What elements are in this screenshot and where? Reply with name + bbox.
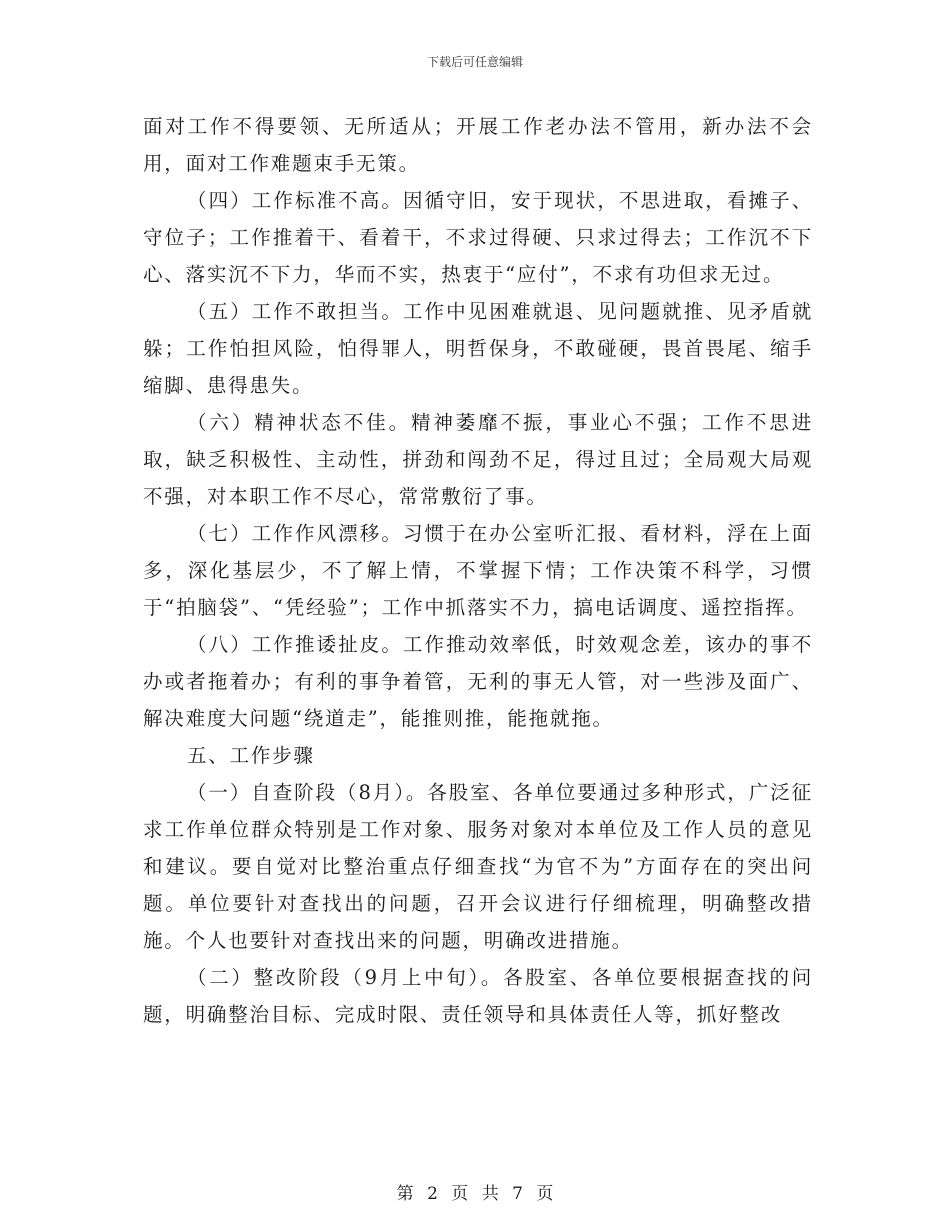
- paragraph-item-7: （七）工作作风漂移。习惯于在办公室听汇报、看材料，浮在上面多，深化基层少，不了解上情，不掌握下情；工作决策不科学，习惯于“拍脑袋”、“凭经验”；工作中抓落实不力，搞电话调度、遥控指挥。: [143, 522, 813, 619]
- paragraph-step-1: （一）自查阶段（8月）。各股室、各单位要通过多种形式，广泛征求工作单位群众特别是工作对象、服务对象对本单位及工作人员的意见和建议。要自觉对比整治重点仔细查找“为官不为”方面存在的突出问题。单位要针对查找出的问题，召开会议进行仔细梳理，明确整改措施。个人也要针对查找出来的问题，明确改进措施。: [143, 781, 813, 952]
- paragraph-item-8: （八）工作推诿扯皮。工作推动效率低，时效观念差，该办的事不办或者拖着办；有利的事争着管，无利的事无人管，对一些涉及面广、解决难度大问题“绕道走”，能推则推，能拖就拖。: [143, 633, 813, 730]
- page-footer: [0, 1183, 950, 1205]
- page-number-suffix: 页: [536, 1184, 554, 1204]
- paragraph-item-6: （六）精神状态不佳。精神萎靡不振，事业心不强；工作不思进取，缺乏积极性、主动性，拼劲和闯劲不足，得过且过；全局观大局观不强，对本职工作不尽心，常常敷衍了事。: [143, 411, 813, 508]
- page-header: 下载后可任意编辑: [426, 55, 523, 69]
- page-number-current: 2: [427, 1184, 438, 1204]
- page-number-total-label: 共: [481, 1184, 499, 1204]
- paragraph-item-5: （五）工作不敢担当。工作中见困难就退、见问题就推、见矛盾就躲；工作怕担风险，怕得罪人，明哲保身，不敢碰硬，畏首畏尾、缩手缩脚、患得患失。: [143, 300, 813, 397]
- page-number-middle: 页: [451, 1184, 469, 1204]
- document-body: [143, 108, 813, 1033]
- paragraph-step-2: （二）整改阶段（9月上中旬）。各股室、各单位要根据查找的问题，明确整治目标、完成时限、责任领导和具体责任人等，抓好整改: [143, 966, 813, 1026]
- page-number-total: 7: [512, 1184, 523, 1204]
- page-number-prefix: 第: [396, 1184, 414, 1204]
- section-heading-work-steps: 五、工作步骤: [187, 744, 315, 767]
- paragraph-item-4: （四）工作标准不高。因循守旧，安于现状，不思进取，看摊子、守位子；工作推着干、看着干，不求过得硬、只求过得去；工作沉不下心、落实沉不下力，华而不实，热衷于“应付”，不求有功但求无过。: [143, 189, 813, 286]
- paragraph-continuation: 面对工作不得要领、无所适从；开展工作老办法不管用，新办法不会用，面对工作难题束手无策。: [143, 115, 813, 175]
